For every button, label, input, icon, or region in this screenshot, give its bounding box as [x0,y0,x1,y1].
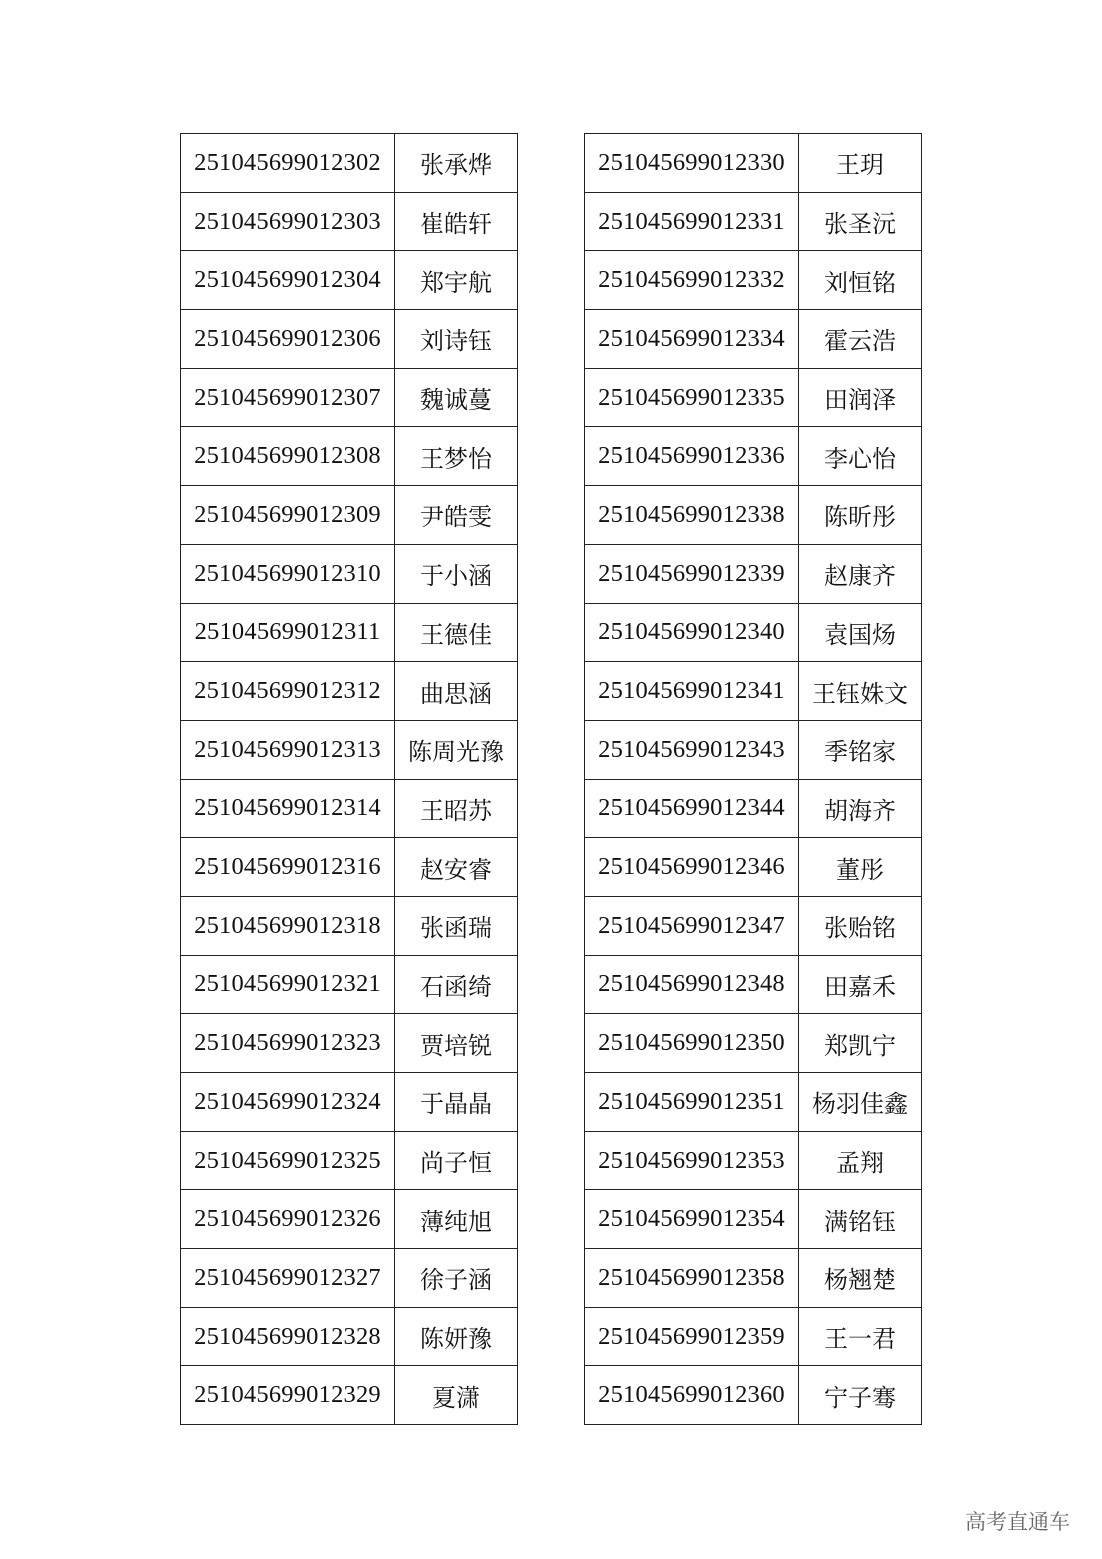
exam-number-cell: 251045699012309 [181,486,395,545]
student-name-cell: 刘诗钰 [395,310,518,369]
student-name-cell: 王德佳 [395,603,518,662]
table-row [181,310,518,369]
exam-number-cell: 251045699012307 [181,368,395,427]
table-row [181,192,518,251]
table-row [585,838,922,897]
table-row [181,1014,518,1073]
exam-number-cell: 251045699012332 [585,251,799,310]
table-row [181,486,518,545]
student-name-cell: 李心怡 [799,427,922,486]
exam-number-cell: 251045699012346 [585,838,799,897]
exam-number-cell: 251045699012321 [181,955,395,1014]
table-row [181,1307,518,1366]
exam-number-cell: 251045699012326 [181,1190,395,1249]
student-name-cell: 曲思涵 [395,662,518,721]
student-name-cell: 董彤 [799,838,922,897]
student-name-cell: 陈妍豫 [395,1307,518,1366]
table-row [585,427,922,486]
student-name-cell: 霍云浩 [799,310,922,369]
table-row [585,1014,922,1073]
watermark: 高考直通车 [965,1510,1070,1534]
exam-number-cell: 251045699012343 [585,720,799,779]
table-row [585,1190,922,1249]
student-name-cell: 王玥 [799,134,922,193]
table-row [181,662,518,721]
table-row [181,1131,518,1190]
exam-number-cell: 251045699012338 [585,486,799,545]
exam-number-cell: 251045699012340 [585,603,799,662]
table-row [585,1307,922,1366]
student-name-cell: 张圣沅 [799,192,922,251]
student-name-cell: 田嘉禾 [799,955,922,1014]
table-row [181,1249,518,1308]
exam-number-cell: 251045699012339 [585,544,799,603]
exam-number-cell: 251045699012350 [585,1014,799,1073]
student-name-cell: 张承烨 [395,134,518,193]
table-row [181,368,518,427]
exam-number-cell: 251045699012313 [181,720,395,779]
student-name-cell: 于小涵 [395,544,518,603]
exam-number-cell: 251045699012311 [181,603,395,662]
student-name-cell: 孟翔 [799,1131,922,1190]
table-row [585,662,922,721]
student-name-cell: 薄纯旭 [395,1190,518,1249]
table-row [585,955,922,1014]
table-row [181,603,518,662]
exam-number-cell: 251045699012325 [181,1131,395,1190]
exam-number-cell: 251045699012341 [585,662,799,721]
student-name-cell: 郑凯宁 [799,1014,922,1073]
exam-number-cell: 251045699012310 [181,544,395,603]
exam-number-cell: 251045699012336 [585,427,799,486]
table-row [181,779,518,838]
exam-number-cell: 251045699012324 [181,1073,395,1132]
student-name-cell: 于晶晶 [395,1073,518,1132]
student-name-cell: 陈周光豫 [395,720,518,779]
table-row [585,1366,922,1425]
exam-number-cell: 251045699012360 [585,1366,799,1425]
table-row [181,1366,518,1425]
student-name-cell: 王昭苏 [395,779,518,838]
student-name-cell: 季铭家 [799,720,922,779]
student-name-cell: 王梦怡 [395,427,518,486]
student-name-cell: 胡海齐 [799,779,922,838]
table-row [181,720,518,779]
table-row [585,544,922,603]
table-row [585,251,922,310]
exam-number-cell: 251045699012318 [181,896,395,955]
exam-number-cell: 251045699012358 [585,1249,799,1308]
table-row [181,544,518,603]
table-row [181,955,518,1014]
student-table-right [584,133,922,1425]
student-name-cell: 徐子涵 [395,1249,518,1308]
exam-number-cell: 251045699012359 [585,1307,799,1366]
table-row [585,1249,922,1308]
table-row [585,720,922,779]
student-name-cell: 郑宇航 [395,251,518,310]
student-name-cell: 崔皓轩 [395,192,518,251]
table-row [585,310,922,369]
exam-number-cell: 251045699012304 [181,251,395,310]
student-name-cell: 陈昕彤 [799,486,922,545]
table-row [181,251,518,310]
exam-number-cell: 251045699012348 [585,955,799,1014]
student-name-cell: 尹皓雯 [395,486,518,545]
table-row [181,896,518,955]
exam-number-cell: 251045699012327 [181,1249,395,1308]
exam-number-cell: 251045699012328 [181,1307,395,1366]
exam-number-cell: 251045699012316 [181,838,395,897]
exam-number-cell: 251045699012331 [585,192,799,251]
exam-number-cell: 251045699012347 [585,896,799,955]
table-row [181,427,518,486]
student-name-cell: 魏诚蔓 [395,368,518,427]
exam-number-cell: 251045699012334 [585,310,799,369]
exam-number-cell: 251045699012314 [181,779,395,838]
student-name-cell: 杨羽佳鑫 [799,1073,922,1132]
table-row [585,896,922,955]
table-row [585,1073,922,1132]
exam-number-cell: 251045699012354 [585,1190,799,1249]
table-row [181,1073,518,1132]
exam-number-cell: 251045699012335 [585,368,799,427]
exam-number-cell: 251045699012330 [585,134,799,193]
student-name-cell: 尚子恒 [395,1131,518,1190]
student-name-cell: 赵安睿 [395,838,518,897]
exam-number-cell: 251045699012312 [181,662,395,721]
student-name-cell: 满铭钰 [799,1190,922,1249]
table-row [181,1190,518,1249]
student-name-cell: 宁子骞 [799,1366,922,1425]
student-name-cell: 赵康齐 [799,544,922,603]
table-row [585,192,922,251]
exam-number-cell: 251045699012303 [181,192,395,251]
exam-number-cell: 251045699012351 [585,1073,799,1132]
exam-number-cell: 251045699012353 [585,1131,799,1190]
table-row [585,1131,922,1190]
exam-number-cell: 251045699012308 [181,427,395,486]
student-name-cell: 王一君 [799,1307,922,1366]
table-row [585,779,922,838]
student-name-cell: 夏潇 [395,1366,518,1425]
table-row [585,134,922,193]
table-row [585,368,922,427]
table-row [181,838,518,897]
table-row [585,603,922,662]
student-name-cell: 张贻铭 [799,896,922,955]
student-name-cell: 杨翘楚 [799,1249,922,1308]
student-name-cell: 袁国炀 [799,603,922,662]
student-name-cell: 王钰姝文 [799,662,922,721]
exam-number-cell: 251045699012329 [181,1366,395,1425]
student-name-cell: 张函瑞 [395,896,518,955]
student-name-cell: 刘恒铭 [799,251,922,310]
student-table-left [180,133,518,1425]
student-name-cell: 田润泽 [799,368,922,427]
exam-number-cell: 251045699012306 [181,310,395,369]
table-row [181,134,518,193]
student-name-cell: 石函绮 [395,955,518,1014]
student-name-cell: 贾培锐 [395,1014,518,1073]
table-row [585,486,922,545]
exam-number-cell: 251045699012302 [181,134,395,193]
exam-number-cell: 251045699012323 [181,1014,395,1073]
exam-number-cell: 251045699012344 [585,779,799,838]
